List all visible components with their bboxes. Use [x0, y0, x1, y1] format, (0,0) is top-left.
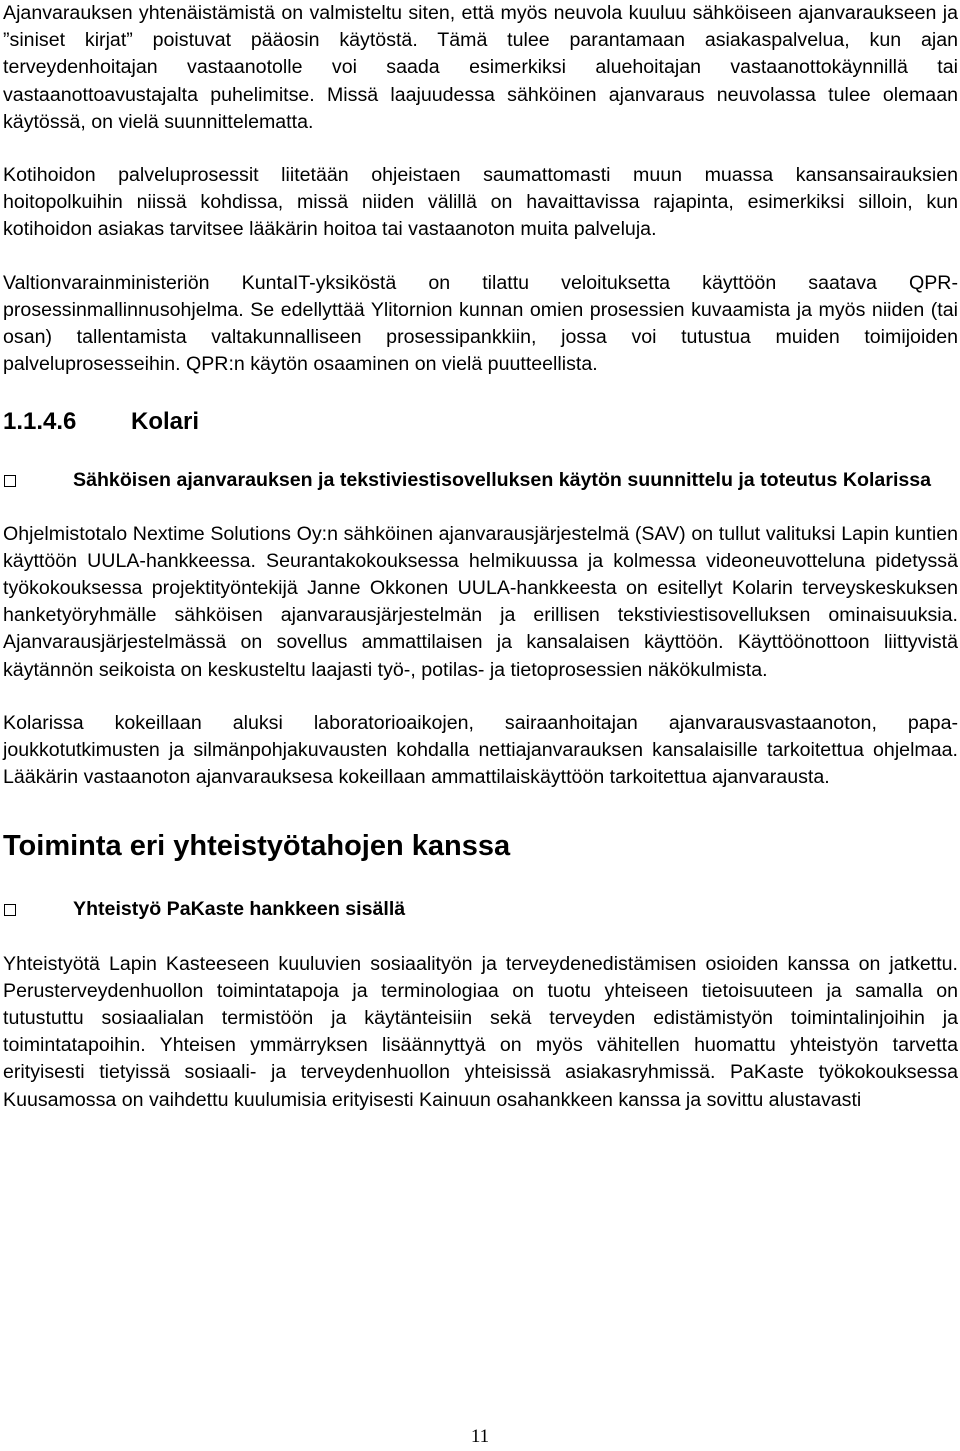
bullet-text: Yhteistyö PaKaste hankkeen sisällä [73, 898, 406, 921]
subsection-title: Kolari [131, 408, 200, 436]
section-heading: Toiminta eri yhteistyötahojen kanssa [3, 830, 511, 863]
checkbox-bullet-icon [4, 475, 16, 487]
paragraph-kotihoito: Kotihoidon palveluprosessit liitetään ohjeistaen saumattomasti muun muassa kansansairauksien hoitopolkuihin niissä kohdissa, missä niiden välillä on havaittavissa rajapinta, esimerkiksi silloin, kun kotihoidon asiakas tarvitsee lääkärin hoitoa tai vastaanoton muita palveluja. [3, 164, 958, 241]
paragraph-kolari-kokeilu: Kolarissa kokeillaan aluksi laboratorioaikojen, sairaanhoitajan ajanvarausvastaanoton, papa- joukkotutkimusten ja silmänpohjakuvausten kohdalla nettiajanvarauksen kansalaisille tarkoitettua ohjelmaa. Lääkärin vastaanoton ajanvarauksesa kokeillaan ammattilaiskäyttöön tarkoitettua ajanvarausta. [3, 711, 958, 789]
paragraph-nextime: Ohjelmistotalo Nextime Solutions Oy:n sähköinen ajanvarausjärjestelmä (SAV) on tullut valituksi Lapin kuntien käyttöön UULA-hankkeessa. Seurantakokouksessa helmikuussa ja kolmessa videoneuvotteluna pidetyssä työkokouksessa projektityöntekijä Janne Okkonen UULA-hankkeesta on esitellyt Kolarin terveyskeskuksen hanketyöryhmälle sähköisen ajanvarausjärjestelmän ja erillisen tekstiviestisovelluksen ominaisuuksia. Ajanvarausjärjestelmässä on sovellus ammattilaisen ja kansalaisen käyttöön. Käyttöönottoon liittyvistä käytännön seikoista on keskusteltu laajasti työ-, potilas- ja tietoprosessien näkökulmista. [3, 522, 958, 681]
subsection-heading [3, 407, 958, 437]
checkbox-bullet-icon [4, 904, 16, 916]
paragraph-yhteistyo: Yhteistyötä Lapin Kasteeseen kuuluvien sosiaalityön ja terveydenedistämisen osioiden kanssa on jatkettu. Perusterveydenhuollon toimintatapoja ja terminologiaa on tuotu yhteiseen tietoisuuteen ja samalla on tutustuttu sosiaalialan termistöön ja käytänteisiin sekä terveyden edistämistyön toimintalinjoihin ja toimintatapoihin. Yhteisen ymmärryksen lisäännyttyä on myös vähitellen huomattu yhteistyön tarvetta erityisesti tietyissä sosiaali- ja terveydenhuollon yhteisissä asiakasryhmissä. PaKaste työkokouksessa Kuusamossa on vaihdettu kuulumisia erityisesti Kainuun osahankkeen kanssa ja sovittu alustavasti [3, 952, 958, 1111]
subsection-number: 1.1.4.6 [3, 408, 77, 436]
page-number: 11 [470, 1426, 490, 1447]
bullet-heading-sahkoinen-ajanvaraus [3, 467, 958, 494]
paragraph-sahkoinen-ajanvaraus-neuvola: Ajanvarauksen yhtenäistämistä on valmisteltu siten, että myös neuvola kuuluu sähköiseen ajanvaraukseen ja ”siniset kirjat” poistuvat pääosin käytöstä. Tämä tulee parantamaan asiakaspalvelua, kun ajan terveydenhoitajan vastaanotolle voi saada esimerkiksi aluehoitajan vastaanottokäynnillä tai vastaanottoavustajalta puhelimitse. Missä laajuudessa sähköinen ajanvaraus neuvolassa tulee olemaan käytössä, on vielä suunnittelematta. [3, 2, 958, 133]
bullet-heading-pakaste [3, 896, 958, 923]
document-page [3, 0, 958, 1114]
bullet-text: Sähköisen ajanvarauksen ja tekstiviestisovelluksen käytön suunnittelu ja toteutus Kolarissa [73, 469, 932, 492]
paragraph-qpr: Valtionvarainministeriön KuntaIT-yksiköstä on tilattu veloituksetta käyttöön saatava QPR-prosessinmallinnusohjelma. Se edellyttää Ylitornion kunnan omien prosessien kuvaamista ja myös niiden (tai osan) tallentamista valtakunnalliseen prosessipankkiin, jossa voi tutustua muiden toimijoiden palveluprosesseihin. QPR:n käytön osaaminen on vielä puutteellista. [3, 271, 958, 376]
